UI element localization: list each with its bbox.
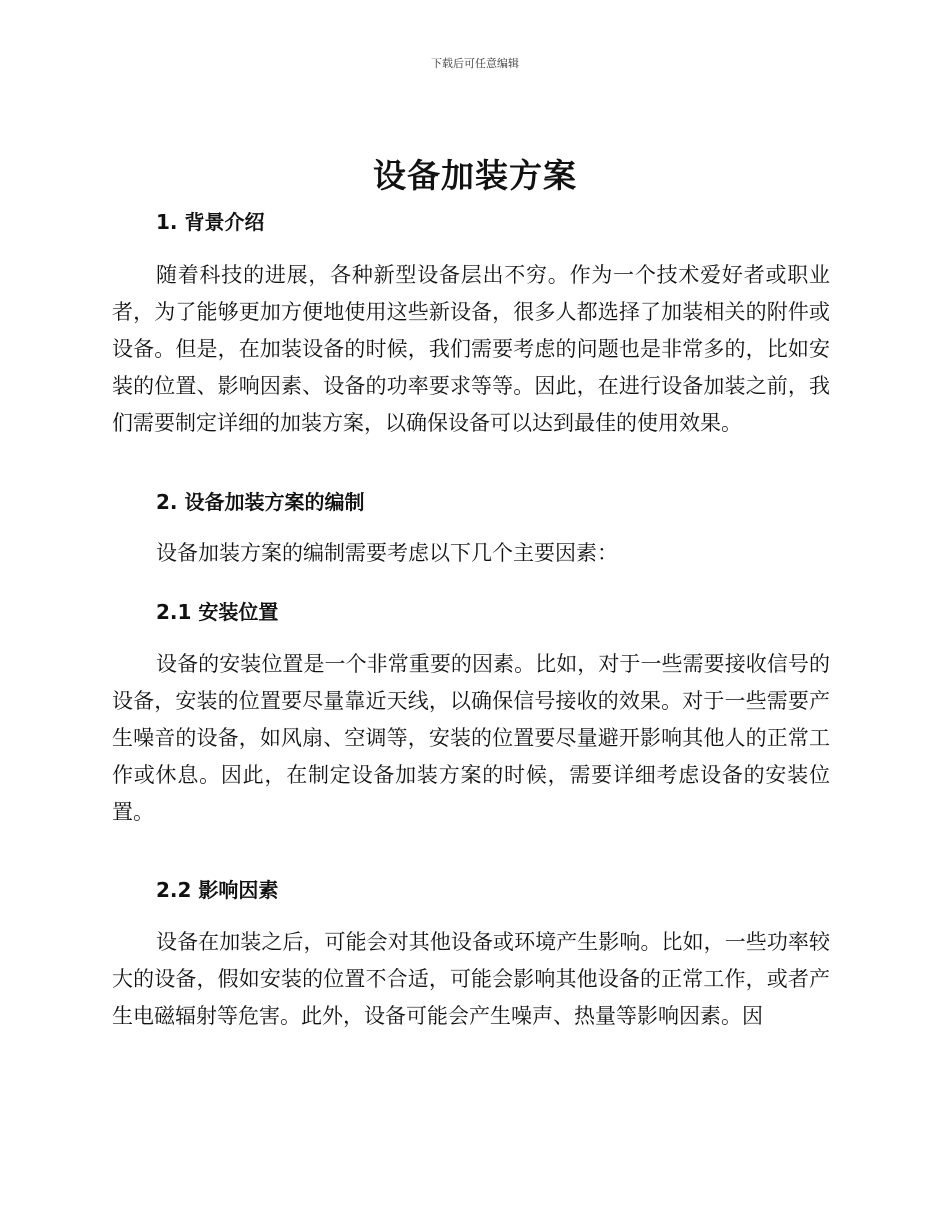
- subsection-heading-install-location: 2.1 安装位置: [156, 600, 279, 624]
- document-title: 设备加装方案: [373, 156, 577, 195]
- section-heading-background: 1. 背景介绍: [156, 210, 265, 234]
- section-heading-plan-compilation: 2. 设备加装方案的编制: [156, 490, 365, 514]
- paragraph-influence-factors: 设备在加装之后，可能会对其他设备或环境产生影响。比如，一些功率较大的设备，假如安装的位置不合适，可能会影响其他设备的正常工作，或者产生电磁辐射等危害。此外，设备可能会产生噪声、热量等影响因素。因: [112, 930, 830, 1028]
- subsection-heading-influence-factors: 2.2 影响因素: [156, 878, 279, 902]
- paragraph-background: 随着科技的进展，各种新型设备层出不穷。作为一个技术爱好者或职业者，为了能够更加方便地使用这些新设备，很多人都选择了加装相关的附件或设备。但是，在加装设备的时候，我们需要考虑的问题也是非常多的，比如安装的位置、影响因素、设备的功率要求等等。因此，在进行设备加装之前，我们需要制定详细的加装方案，以确保设备可以达到最佳的使用效果。: [112, 263, 830, 435]
- header-note: 下载后可任意编辑: [431, 57, 519, 70]
- paragraph-install-location: 设备的安装位置是一个非常重要的因素。比如，对于一些需要接收信号的设备，安装的位置要尽量靠近天线，以确保信号接收的效果。对于一些需要产生噪音的设备，如风扇、空调等，安装的位置要尽量避开影响其他人的正常工作或休息。因此，在制定设备加装方案的时候，需要详细考虑设备的安装位置。: [112, 652, 830, 824]
- paragraph-plan-compilation: 设备加装方案的编制需要考虑以下几个主要因素：: [156, 541, 618, 565]
